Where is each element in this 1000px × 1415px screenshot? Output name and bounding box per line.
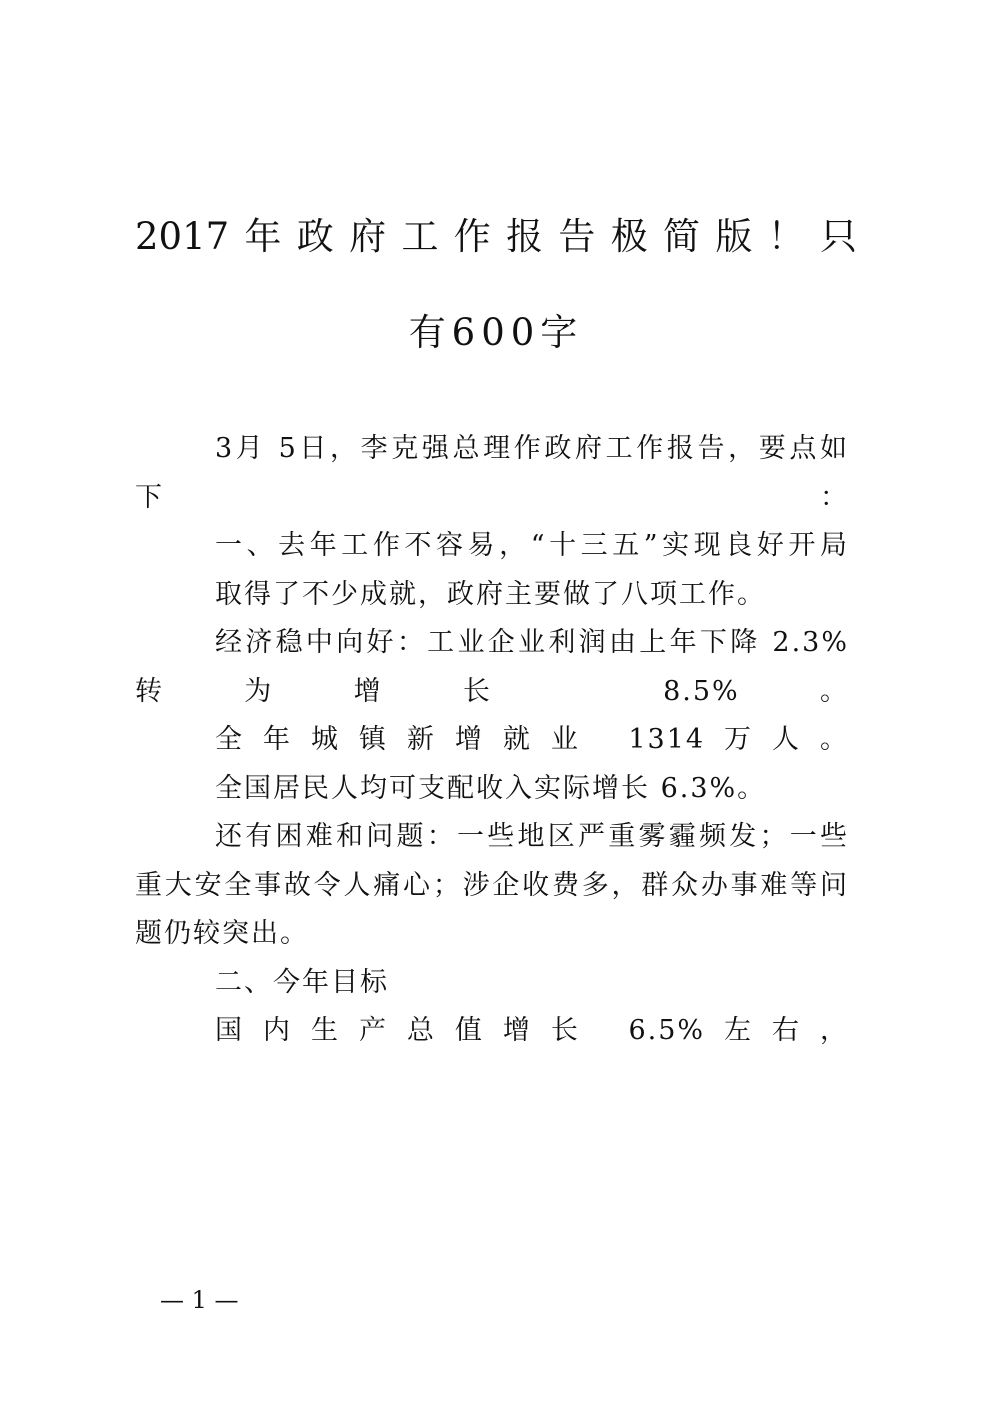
paragraph-economy: 经济稳中向好：工业企业利润由上年下降 2.3%转为增长 8.5%。 bbox=[135, 627, 849, 707]
page-number: — 1 — bbox=[160, 1286, 239, 1314]
paragraph-intro: 3月 5日，李克强总理作政府工作报告，要点如下： bbox=[135, 433, 849, 513]
paragraph-income: 全国居民人均可支配收入实际增长 6.3%。 bbox=[215, 772, 767, 804]
paragraph-section-one-heading: 一、去年工作不容易，“十三五”实现良好开局 bbox=[215, 530, 849, 561]
paragraph-problems: 还有困难和问题：一些地区严重雾霾频发；一些重大安全事故令人痛心；涉企收费多，群众办事难等问题仍较突出。 bbox=[135, 821, 849, 949]
paragraph-gdp-target: 国内生产总值增长 6.5%左右， bbox=[215, 1015, 849, 1046]
paragraph-achievements: 取得了不少成就，政府主要做了八项工作。 bbox=[215, 578, 766, 610]
document-body bbox=[135, 425, 849, 1056]
document-title-line-2: 有600字 bbox=[408, 311, 584, 354]
document-title-line-1: 2017年政府工作报告极简版！只 bbox=[135, 215, 857, 258]
paragraph-employment: 全年城镇新增就业 1314万人。 bbox=[215, 724, 849, 755]
paragraph-section-two-heading: 二、今年目标 bbox=[215, 966, 389, 998]
